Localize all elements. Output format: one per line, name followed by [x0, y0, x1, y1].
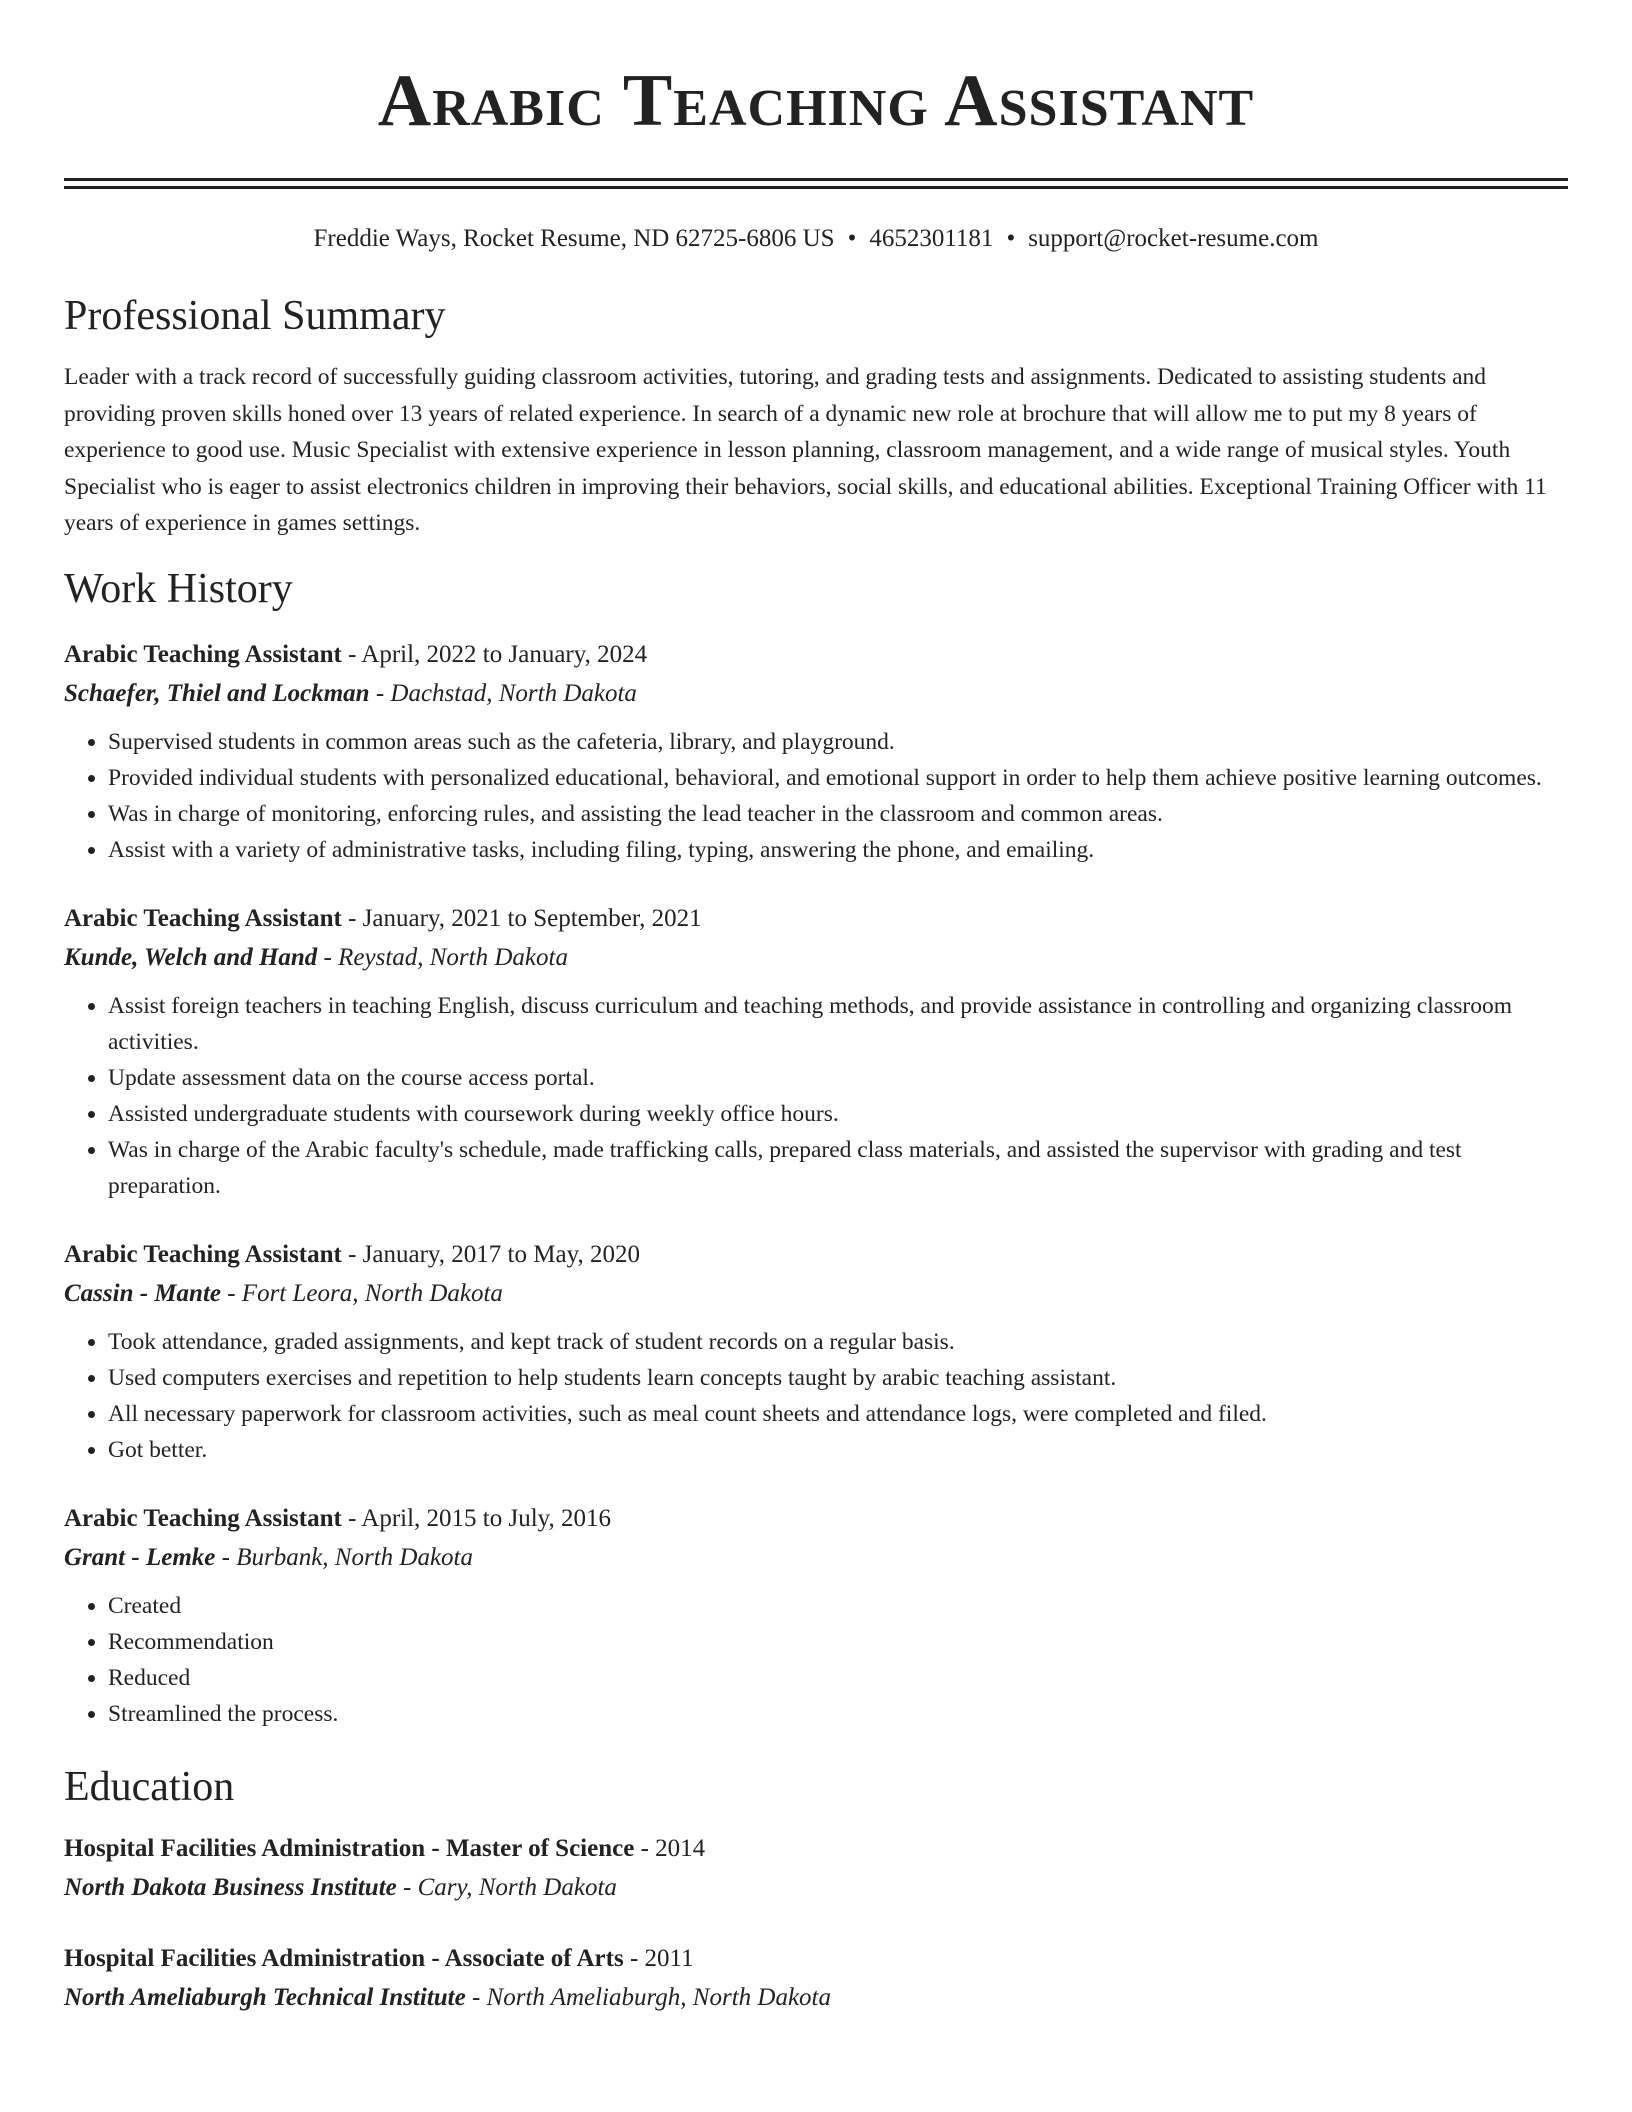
- title-divider-thin: [64, 186, 1568, 189]
- job-bullet: • Took attendance, graded assignments, and kept track of student records on a regular basis.: [108, 1324, 1568, 1360]
- job-title: Arabic Teaching Assistant: [64, 904, 342, 932]
- job-bullet: • Assisted undergraduate students with coursework during weekly office hours.: [108, 1096, 1568, 1132]
- education-degree-line: [64, 1830, 1568, 1868]
- job-company-line: [64, 1274, 1568, 1314]
- job-dates: - April, 2022 to January, 2024: [341, 640, 648, 668]
- job-company: Schaefer, Thiel and Lockman: [64, 679, 370, 707]
- job-entry: [64, 1500, 1568, 1732]
- job-bullet: • Streamlined the process.: [108, 1696, 1568, 1732]
- job-company-line: [64, 674, 1568, 714]
- job-title-line: [64, 1236, 1568, 1274]
- resume-title: Arabic Teaching Assistant: [377, 60, 1255, 142]
- job-bullets: [64, 1324, 1568, 1468]
- job-location: - Burbank, North Dakota: [215, 1543, 473, 1571]
- education-location: - Cary, North Dakota: [396, 1873, 617, 1901]
- contact-address: Freddie Ways, Rocket Resume, ND 62725-6806 US: [313, 225, 835, 252]
- education-school: North Ameliaburgh Technical Institute: [64, 1983, 466, 2011]
- education-school: North Dakota Business Institute: [64, 1873, 397, 1901]
- education-entry: [64, 1940, 1568, 2018]
- job-location: - Dachstad, North Dakota: [369, 679, 637, 707]
- job-company: Kunde, Welch and Hand: [64, 943, 318, 971]
- job-company-line: [64, 1538, 1568, 1578]
- job-company: Grant - Lemke: [64, 1543, 216, 1571]
- job-location: - Fort Leora, North Dakota: [220, 1279, 503, 1307]
- job-bullet: • Reduced: [108, 1660, 1568, 1696]
- job-company: Cassin - Mante: [64, 1279, 221, 1307]
- job-location: - Reystad, North Dakota: [317, 943, 568, 971]
- job-bullet: • Created: [108, 1588, 1568, 1624]
- contact-separator: •: [847, 225, 857, 252]
- job-dates: - April, 2015 to July, 2016: [341, 1504, 612, 1532]
- job-bullet: • Assist foreign teachers in teaching English, discuss curriculum and teaching methods, and provide assistance in controlling and organizing classroom activities.: [108, 988, 1568, 1060]
- job-title-line: [64, 1500, 1568, 1538]
- job-bullets: [64, 1588, 1568, 1732]
- job-bullet: • Assist with a variety of administrative tasks, including filing, typing, answering the phone, and emailing.: [108, 832, 1568, 868]
- contact-email: support@rocket-resume.com: [1028, 225, 1319, 252]
- job-company-line: [64, 938, 1568, 978]
- job-bullet: • Provided individual students with personalized educational, behavioral, and emotional support in order to help them achieve positive learning outcomes.: [108, 760, 1568, 796]
- summary-heading: Professional Summary: [64, 293, 446, 339]
- job-title: Arabic Teaching Assistant: [64, 1240, 342, 1268]
- work-history-heading: Work History: [64, 565, 293, 612]
- job-dates: - January, 2017 to May, 2020: [341, 1240, 640, 1268]
- education-year: - 2014: [634, 1834, 706, 1862]
- title-divider-thick: [64, 178, 1568, 181]
- job-bullet: • Recommendation: [108, 1624, 1568, 1660]
- contact-phone: 4652301181: [869, 225, 994, 252]
- education-degree: Hospital Facilities Administration - Master of Science: [64, 1834, 635, 1862]
- summary-text: Leader with a track record of successfully guiding classroom activities, tutoring, and grading tests and assignments. Dedicated to assisting students and providing proven skills honed over 13 years of related experience. In search of a dynamic new role at brochure that will allow me to put my 8 years of experience to good use. Music Specialist with extensive experience in lesson planning, classroom management, and a wide range of musical styles. Youth Specialist who is eager to assist electronics children in improving their behaviors, social skills, and educational abilities. Exceptional Training Officer with 11 years of experience in games settings.: [64, 364, 1547, 536]
- contact-line: [64, 223, 1568, 255]
- job-title: Arabic Teaching Assistant: [64, 640, 342, 668]
- education-degree: Hospital Facilities Administration - Associate of Arts: [64, 1944, 624, 1972]
- job-title-line: [64, 900, 1568, 938]
- job-bullet: • Update assessment data on the course access portal.: [108, 1060, 1568, 1096]
- education-school-line: [64, 1868, 1568, 1908]
- job-bullets: [64, 724, 1568, 868]
- job-entry: [64, 636, 1568, 868]
- job-bullet: • Was in charge of the Arabic faculty's schedule, made trafficking calls, prepared class materials, and assisted the supervisor with grading and test preparation.: [108, 1132, 1568, 1204]
- job-entry: [64, 900, 1568, 1204]
- education-heading: Education: [64, 1763, 235, 1810]
- job-bullet: • Supervised students in common areas such as the cafeteria, library, and playground.: [108, 724, 1568, 760]
- education-school-line: [64, 1978, 1568, 2018]
- education-location: - North Ameliaburgh, North Dakota: [465, 1983, 832, 2011]
- job-bullet: • All necessary paperwork for classroom activities, such as meal count sheets and attendance logs, were completed and filed.: [108, 1396, 1568, 1432]
- job-dates: - January, 2021 to September, 2021: [341, 904, 702, 932]
- job-title-line: [64, 636, 1568, 674]
- education-entry: [64, 1830, 1568, 1908]
- job-title: Arabic Teaching Assistant: [64, 1504, 342, 1532]
- job-bullet: • Got better.: [108, 1432, 1568, 1468]
- education-degree-line: [64, 1940, 1568, 1978]
- contact-separator: •: [1006, 225, 1016, 252]
- job-bullets: [64, 988, 1568, 1204]
- job-entry: [64, 1236, 1568, 1468]
- job-bullet: • Was in charge of monitoring, enforcing rules, and assisting the lead teacher in the classroom and common areas.: [108, 796, 1568, 832]
- job-bullet: • Used computers exercises and repetition to help students learn concepts taught by arabic teaching assistant.: [108, 1360, 1568, 1396]
- education-year: - 2011: [623, 1944, 694, 1972]
